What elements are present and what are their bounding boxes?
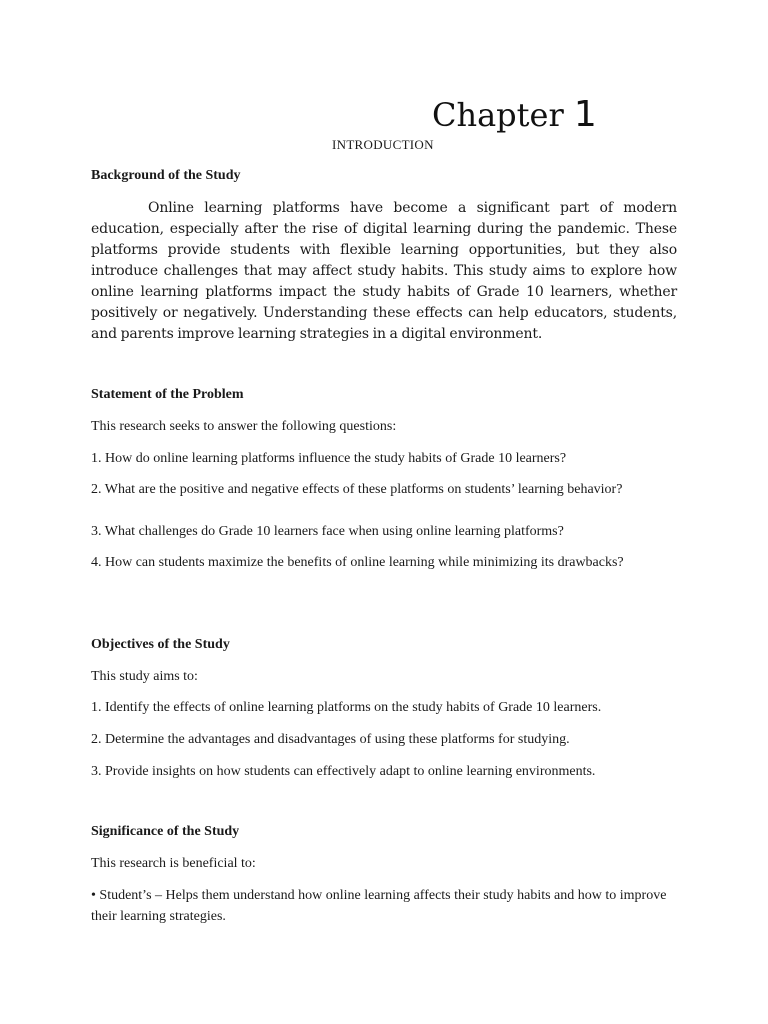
chapter-subtitle: INTRODUCTION — [332, 137, 434, 152]
chapter-title — [432, 92, 597, 138]
objective-item: 1. Identify the effects of online learning platforms on the study habits of Grade 10 learners. — [91, 700, 602, 715]
objective-item: 3. Provide insights on how students can effectively adapt to online learning environments. — [91, 764, 596, 779]
problem-question: 4. How can students maximize the benefits of online learning while minimizing its drawbacks? — [91, 555, 624, 570]
problem-heading: Statement of the Problem — [91, 387, 244, 402]
objectives-intro: This study aims to: — [91, 669, 198, 684]
chapter-number: 1 — [573, 94, 597, 135]
objective-item: 2. Determine the advantages and disadvantages of using these platforms for studying. — [91, 732, 570, 747]
problem-question: 1. How do online learning platforms influence the study habits of Grade 10 learners? — [91, 451, 567, 466]
background-heading: Background of the Study — [91, 168, 241, 183]
problem-question: 3. What challenges do Grade 10 learners face when using online learning platforms? — [91, 524, 564, 539]
significance-heading: Significance of the Study — [91, 824, 240, 839]
objectives-heading: Objectives of the Study — [91, 637, 230, 652]
background-paragraph: Online learning platforms have become a significant part of modern education, especially after the rise of digital learning during the pandemic. These platforms provide students with flexible learning opportunities, but they also introduce challenges that may affect study habits. This study aims to explore how online learning platforms impact the study habits of Grade 10 learners, whether positively or negatively. Understanding these effects can help educators, students, and parents improve learning strategies in a digital environment. — [91, 200, 677, 342]
problem-intro: This research seeks to answer the following questions: — [91, 419, 397, 434]
significance-intro: This research is beneficial to: — [91, 856, 256, 871]
significance-item: • Student’s – Helps them understand how online learning affects their study habits and how to improve their learning strategies. — [91, 888, 667, 924]
chapter-word: Chapter — [432, 96, 564, 134]
problem-question: 2. What are the positive and negative effects of these platforms on students’ learning behavior? — [91, 482, 623, 497]
